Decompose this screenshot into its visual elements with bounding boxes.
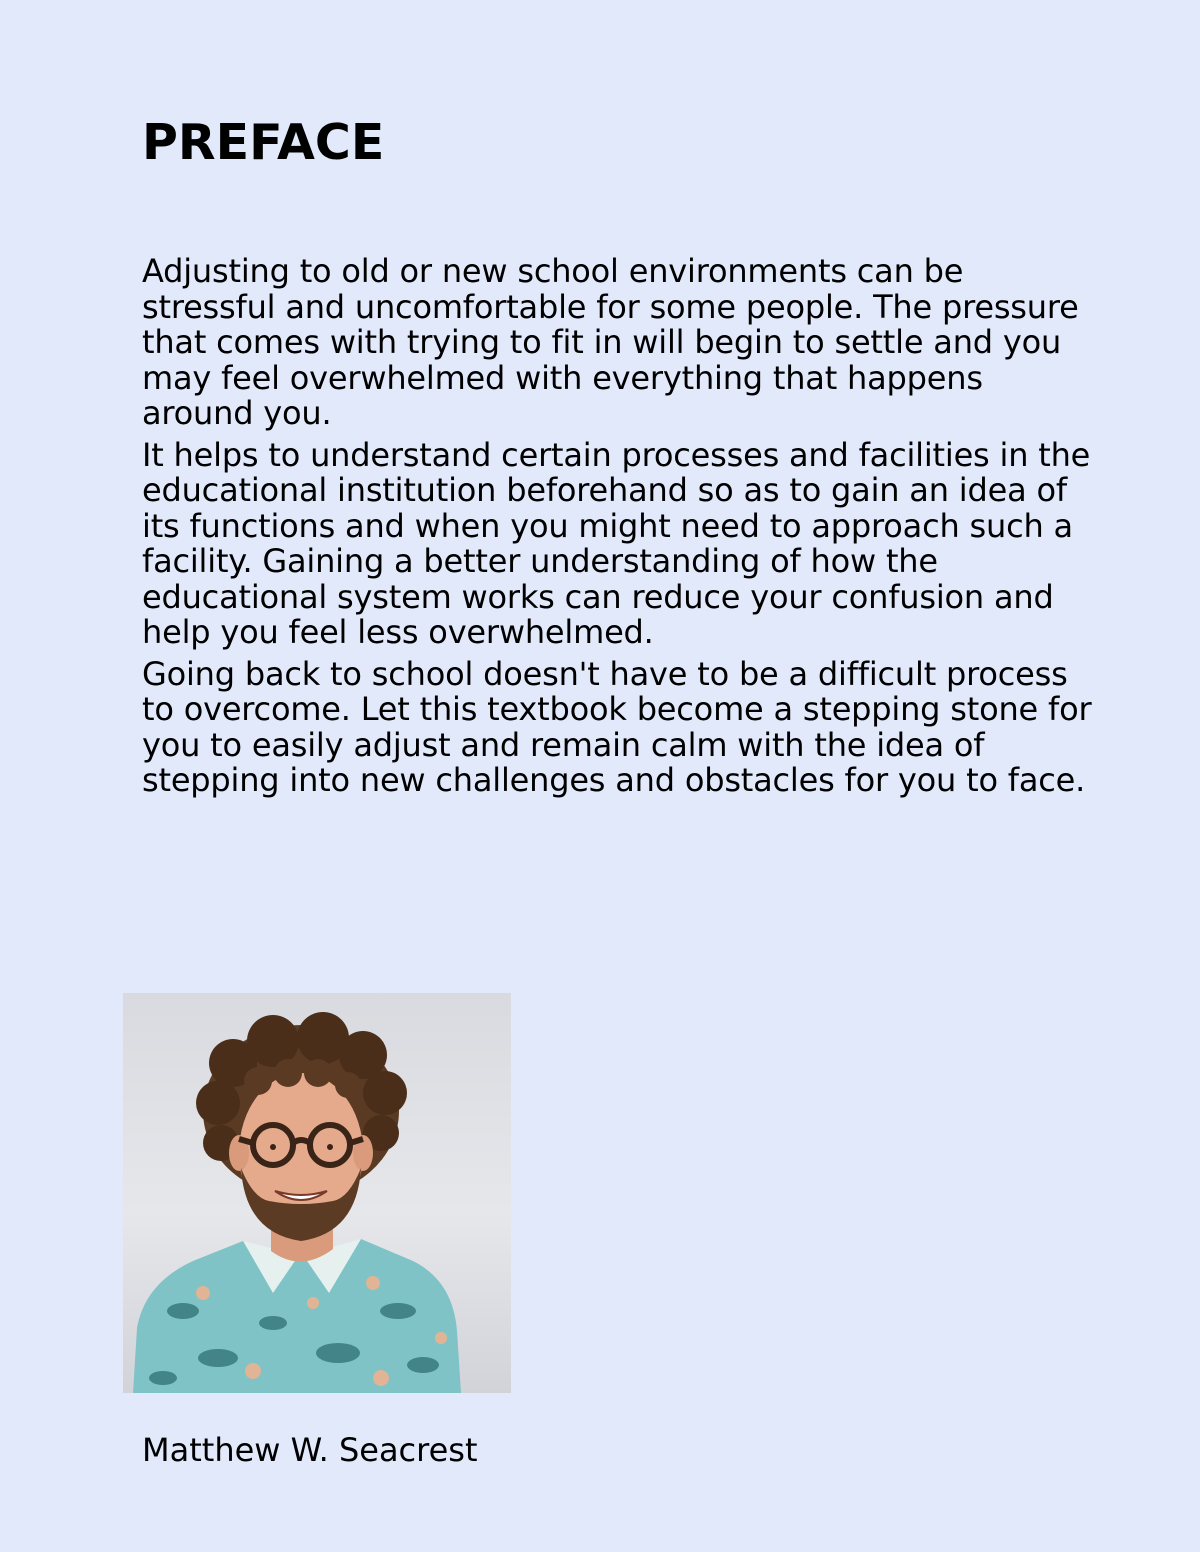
preface-body: [142, 254, 1102, 805]
author-portrait-icon: [123, 993, 511, 1393]
preface-paragraph-2: It helps to understand certain processes and facilities in the educational institution beforehand so as to gain an idea of its functions and when you might need to approach such a facility. Gaining a better understanding of how the educational system works can reduce your confusion and help you feel less overwhelmed.: [142, 435, 1091, 651]
preface-paragraph-1: Adjusting to old or new school environments can be stressful and uncomfortable for some people. The pressure that comes with trying to fit in will begin to settle and you may feel overwhelmed with everything that happens around you.: [142, 252, 1079, 432]
preface-paragraph-3: Going back to school doesn't have to be a difficult process to overcome. Let this textbook become a stepping stone for you to easily adjust and remain calm with the idea of stepping into new challenges and obstacles for you to face.: [142, 654, 1092, 799]
author-photo: [123, 993, 511, 1393]
page-title: PREFACE: [142, 114, 385, 171]
author-name: Matthew W. Seacrest: [142, 1431, 478, 1469]
